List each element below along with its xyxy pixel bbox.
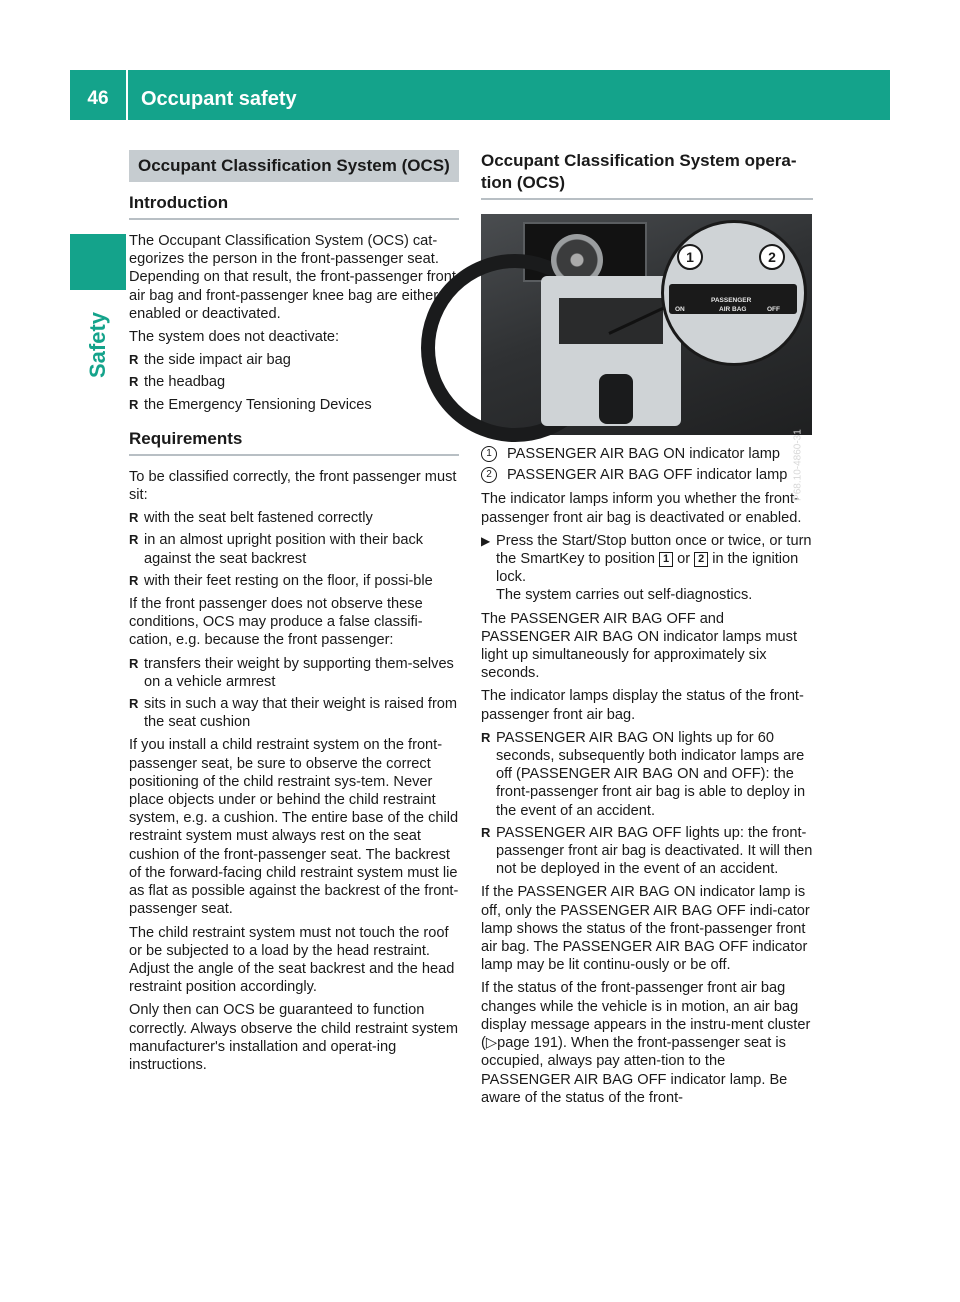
list-item: R with the seat belt fastened correctly (129, 509, 459, 527)
list-item: R the Emergency Tensioning Devices (129, 396, 459, 414)
instruction-step (481, 532, 813, 605)
list-item: R with their feet resting on the floor, if possi-ble (129, 572, 459, 590)
airbag-indicator-panel (669, 284, 797, 314)
motion-paragraph (481, 979, 813, 1106)
requirements-paragraph-2: If the front passenger does not observe these conditions, OCS may produce a false classifi-cation, e.g. because the front passenger: (129, 596, 423, 649)
key-position-2: 2 (694, 552, 708, 567)
legend-text: PASSENGER AIR BAG OFF indicator lamp (507, 467, 788, 484)
list-item: R PASSENGER AIR BAG ON lights up for 60 seconds, subsequently both indicator lamps are off (PASSENGER AIR BAG ON and OFF): the front-passenger front air bag is able to deploy in the event of an accident. (481, 729, 813, 820)
requirements-paragraph: To be classified correctly, the front passenger must sit: (129, 468, 457, 504)
motion-text-end: ). When the front-passenger seat is occupied, always pay atten-tion to the PASSENGER AIR BAG OFF indicator lamp. Be aware of the status of the front- (481, 1035, 788, 1106)
step-text-end: in the ignition lock. (496, 551, 799, 586)
child-restraint-paragraph: If you install a child restraint system on the front-passenger seat, be sure to observe the correct positioning of the child restraint sys-tem. Never place objects under or behind the child restraint system, e.g. a cushion. The entire base of the child restraint system must always rest on the seat cushion of the front-passenger seat. The backrest of the forward-facing child restraint system must lie as flat as possible against the backrest of the front-passenger seat. (129, 737, 459, 918)
self-diagnostic-paragraph: The PASSENGER AIR BAG OFF and PASSENGER AIR BAG ON indicator lamps must light up simultaneously for approximately six seconds. (481, 610, 798, 682)
indicator-on-label: ON (675, 306, 685, 313)
legend-number: 1 (481, 446, 497, 462)
step-result: The system carries out self-diagnostics. (496, 587, 753, 604)
indicator-off-label: OFF (767, 306, 780, 313)
header-divider (126, 70, 128, 120)
child-restraint-paragraph-3: Only then can OCS be guaranteed to function correctly. Always observe the child restraint system manufacturer's installation and operat-ing instructions. (129, 1002, 459, 1073)
status-paragraph: The indicator lamps display the status of the front-passenger front air bag. (481, 688, 804, 723)
figure-callout-1: 1 (677, 244, 703, 270)
legend-item (481, 445, 813, 463)
motion-text: If the status of the front-passenger front air bag changes while the vehicle is in motion, an air bag display message appears in the instru-ment cluster ( (481, 980, 811, 1052)
heading-ocs-operation: Occupant Classification System opera-tion (OCS) (481, 150, 813, 200)
key-position-1: 1 (659, 552, 673, 567)
section-heading-ocs: Occupant Classification System (OCS) (129, 150, 459, 182)
page-number: 46 (87, 88, 109, 109)
section-tab-label: Safety (85, 311, 110, 379)
figure-gear-selector (599, 374, 633, 424)
step-text: Press the Start/Stop button once or twice, or turn the SmartKey to position (496, 532, 812, 568)
page-reference-link[interactable]: page 191 (497, 1035, 558, 1052)
legend-item (481, 466, 813, 484)
false-classification-list (129, 655, 459, 732)
list-item: R the headbag (129, 373, 459, 391)
requirements-list (129, 509, 459, 590)
heading-requirements: Requirements (129, 428, 459, 456)
indicator-airbag-label: AIR BAG (719, 306, 747, 313)
child-restraint-paragraph-2: The child restraint system must not touch the roof or be subjected to a load by the head restraint. Adjust the angle of the seat backrest and the head restraint position accordingly. (129, 924, 455, 996)
list-item: R PASSENGER AIR BAG OFF lights up: the front-passenger front air bag is deactivated. It will then not be deployed in the event of an accident. (481, 824, 813, 879)
intro-paragraph: The Occupant Classification System (OCS) cat-egorizes the person in the front-passenger seat. Depending on that result, the front-passenger front air bag and front-passenger knee bag are either enabled or deactivated. (129, 233, 456, 322)
section-tab-marker (70, 234, 126, 290)
intro-paragraph-2: The system does not deactivate: (129, 329, 340, 346)
indicator-paragraph: The indicator lamps inform you whether the front-passenger front air bag is deactivated or enabled. (481, 491, 802, 526)
left-column (129, 150, 459, 1079)
figure-code: P68.10-4860-31 (792, 429, 804, 501)
legend-number: 2 (481, 467, 497, 483)
list-item: R in an almost upright position with their back against the seat backrest (129, 531, 459, 567)
legend-text: PASSENGER AIR BAG ON indicator lamp (507, 446, 781, 462)
step-text-or: or (677, 551, 691, 568)
intro-list (129, 351, 459, 414)
figure-callout-2: 2 (759, 244, 785, 270)
off-lamp-paragraph: If the PASSENGER AIR BAG ON indicator lamp is off, only the PASSENGER AIR BAG OFF indi-cator lamp shows the status of the front-passenger front air bag. The PASSENGER AIR BAG OFF indicator lamp may be lit continu-ously or be off. (481, 884, 810, 974)
indicator-passenger-label: PASSENGER (711, 297, 752, 304)
list-item: R the side impact air bag (129, 351, 459, 369)
figure-control-panel (559, 298, 663, 344)
heading-introduction: Introduction (129, 192, 459, 220)
step-arrow-icon: ▶ (481, 533, 491, 548)
list-item: R transfers their weight by supporting them-selves on a vehicle armrest (129, 655, 459, 691)
page-reference-icon: ▷ (485, 1035, 498, 1052)
status-list (481, 729, 813, 879)
list-item: R sits in such a way that their weight is raised from the seat cushion (129, 695, 459, 731)
right-column (481, 150, 813, 1112)
page-title: Occupant safety (141, 88, 297, 110)
